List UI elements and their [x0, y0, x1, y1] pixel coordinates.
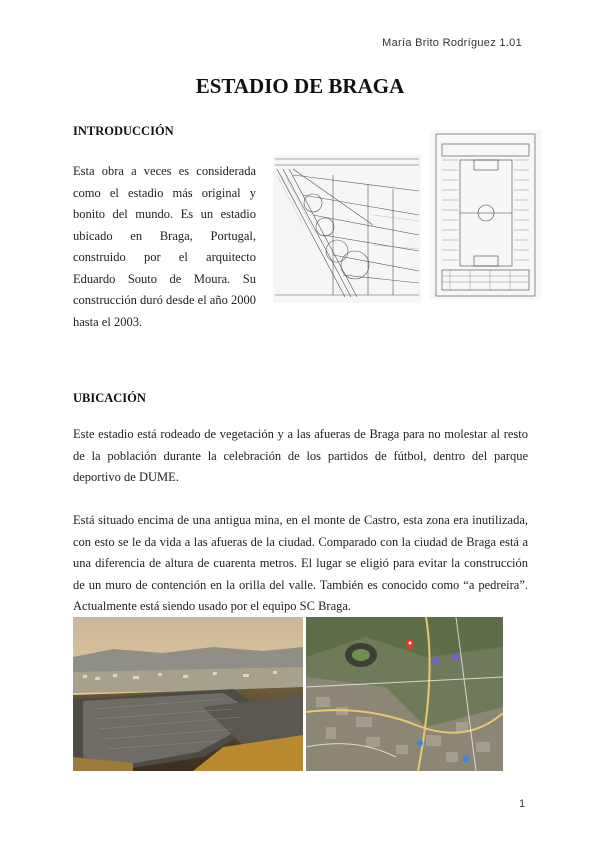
- stadium-plan-drawing: [430, 130, 541, 300]
- stadium-landscape-photo: [73, 617, 303, 771]
- map-marker-icon: [433, 658, 440, 665]
- location-paragraph-2: Está situado encima de una antigua mina, en el monte de Castro, esta zona era inutilizada, con esto se le da vida a las afueras de la ciudad. Comparado con la ciudad de Braga está a una diferencia de altura de cuarenta metros. El lugar se eligió para evitar la construcción de un muro de contención en la orilla del valle. También es conocido como “a pedreira”. Actualmente está siendo usado por el equipo SC Braga.: [73, 513, 528, 613]
- location-paragraph-1: Este estadio está rodeado de vegetación y a las afueras de Braga para no molestar al resto de la población durante la celebración de los partidos de fútbol, dentro del parque deportivo de DUME.: [73, 427, 528, 484]
- map-marker-icon: [417, 740, 423, 746]
- intro-paragraph: Esta obra a veces es considerada como el estadio más original y bonito del mundo. Es un estadio ubicado en Braga, Portugal, construido por el arquitecto Eduardo Souto de Moura. Su construcción duró desde el año 2000 hasta el 2003.: [73, 164, 256, 329]
- map-marker-icon: [463, 756, 470, 763]
- map-marker-icon: [453, 654, 460, 661]
- page-title: ESTADIO DE BRAGA: [195, 74, 405, 98]
- page-number: 1: [519, 798, 526, 810]
- section-heading-location: UBICACIÓN: [73, 391, 146, 405]
- section-heading-intro: INTRODUCCIÓN: [73, 124, 174, 138]
- page-header: María Brito Rodríguez 1.01: [382, 37, 522, 49]
- stadium-section-drawing: [273, 155, 421, 303]
- satellite-map-image: [306, 617, 503, 771]
